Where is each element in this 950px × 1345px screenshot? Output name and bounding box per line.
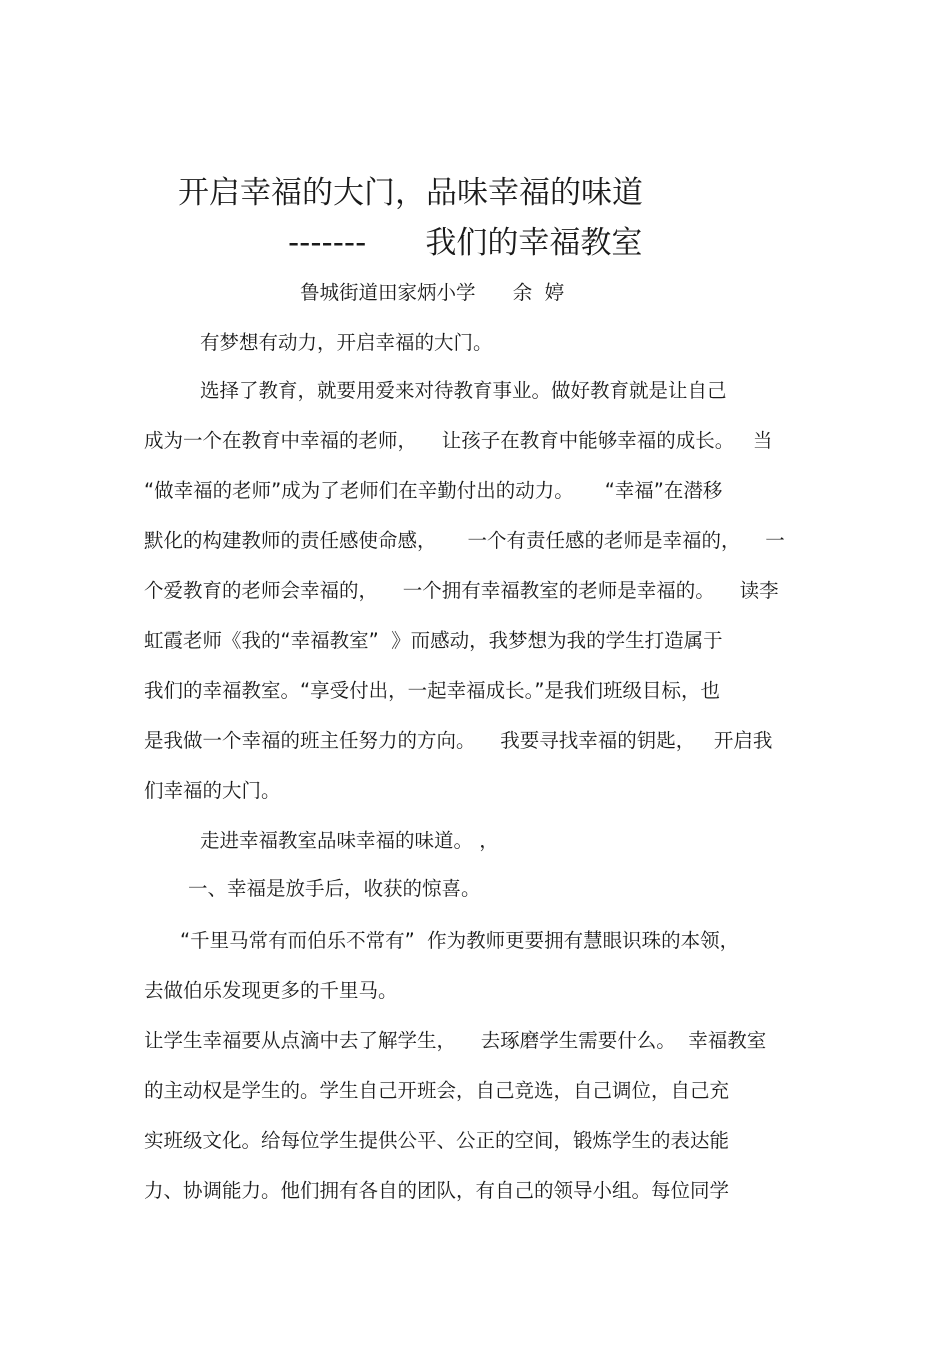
- paragraph-line: 个爱教育的老师会幸福的， 一个拥有幸福教室的老师是幸福的。 读李: [144, 579, 779, 602]
- paragraph-line: 选择了教育，就要用爱来对待教育事业。做好教育就是让自己: [200, 379, 727, 402]
- paragraph-line: 有梦想有动力，开启幸福的大门。: [200, 331, 493, 354]
- paragraph-line: “做幸福的老师”成为了老师们在辛勤付出的动力。 “幸福”在潜移: [144, 479, 723, 502]
- section-heading: 一、幸福是放手后，收获的惊喜。: [188, 877, 481, 900]
- title-line-1: 开启幸福的大门，品味幸福的味道: [178, 175, 643, 211]
- paragraph-line: 是我做一个幸福的班主任努力的方向。 我要寻找幸福的钥匙， 开启我: [144, 729, 773, 752]
- paragraph-line: “千里马常有而伯乐不常有” 作为教师更要拥有慧眼识珠的本领，: [180, 929, 740, 952]
- paragraph-line: 实班级文化。给每位学生提供公平、公正的空间，锻炼学生的表达能: [144, 1129, 730, 1152]
- paragraph-line: 去做伯乐发现更多的千里马。: [144, 979, 398, 1002]
- paragraph-line: 的主动权是学生的。学生自己开班会，自己竞选，自己调位，自己充: [144, 1079, 730, 1102]
- paragraph-line: 力、协调能力。他们拥有各自的团队，有自己的领导小组。每位同学: [144, 1179, 730, 1202]
- title-line-2: ------- 我们的幸福教室: [288, 225, 643, 261]
- paragraph-line: 成为一个在教育中幸福的老师， 让孩子在教育中能够幸福的成长。 当: [144, 429, 773, 452]
- paragraph-line: 我们的幸福教室。“享受付出，一起幸福成长。”是我们班级目标，也: [144, 679, 720, 702]
- paragraph-line: 默化的构建教师的责任感使命感， 一个有责任感的老师是幸福的， 一: [144, 529, 785, 552]
- paragraph-line: 虹霞老师《我的“幸福教室” 》而感动，我梦想为我的学生打造属于: [144, 629, 723, 652]
- author-line: 鲁城街道田家炳小学 余 婷: [300, 281, 565, 304]
- paragraph-line: 走进幸福教室品味幸福的味道。 ，: [200, 829, 499, 852]
- paragraph-line: 们幸福的大门。: [144, 779, 281, 802]
- paragraph-line: 让学生幸福要从点滴中去了解学生， 去琢磨学生需要什么。 幸福教室: [144, 1029, 767, 1052]
